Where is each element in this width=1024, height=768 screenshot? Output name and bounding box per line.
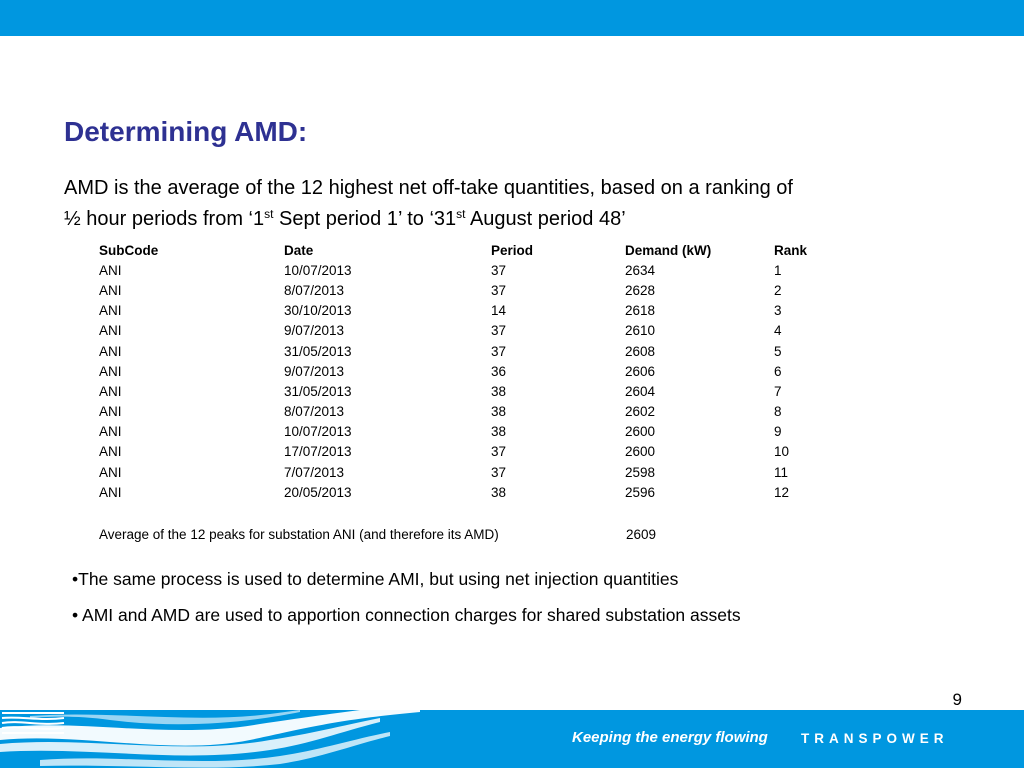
header-date: Date [284,242,314,258]
cell-period: 38 [491,404,507,420]
cell-demand: 2634 [625,262,656,278]
bullet-apportion: • AMI and AMD are used to apportion connection charges for shared substation assets [72,605,741,625]
cell-date: 31/05/2013 [284,343,352,359]
table-body [93,260,840,502]
cell-date: 8/07/2013 [284,404,345,420]
table-row [93,482,840,502]
cell-date: 31/05/2013 [284,383,352,399]
slide-title: Determining AMD: [64,116,308,147]
cell-date: 17/07/2013 [284,444,352,460]
header-period: Period [491,242,534,258]
cell-period: 14 [491,303,507,319]
intro-sup-1: st [264,207,274,221]
cell-rank: 4 [774,323,782,339]
cell-rank: 10 [774,444,790,460]
table-row [93,442,840,462]
cell-demand: 2608 [625,343,656,359]
table-row [93,422,840,442]
cell-demand: 2618 [625,303,656,319]
cell-rank: 7 [774,383,782,399]
cell-period: 38 [491,383,507,399]
cell-rank: 5 [774,343,782,359]
table-row [93,280,840,300]
cell-demand: 2606 [625,363,656,379]
cell-demand: 2596 [625,484,656,500]
cell-subcode: ANI [99,404,122,420]
bullet-ami: •The same process is used to determine AMI, but using net injection quantities [72,569,679,589]
cell-subcode: ANI [99,303,122,319]
cell-rank: 11 [774,464,789,480]
average-label: Average of the 12 peaks for substation ANI (and therefore its AMD) [99,527,499,542]
cell-date: 10/07/2013 [284,424,352,440]
table-row [93,260,840,280]
footer-tagline: Keeping the energy flowing [572,729,768,746]
header-bar [0,0,1024,36]
header-rank: Rank [774,242,808,258]
header-demand: Demand (kW) [625,242,712,258]
cell-subcode: ANI [99,444,122,460]
cell-rank: 2 [774,282,782,298]
cell-subcode: ANI [99,464,122,480]
cell-period: 37 [491,464,507,480]
demand-table [93,240,840,502]
table-row [93,361,840,381]
cell-demand: 2600 [625,444,656,460]
cell-date: 10/07/2013 [284,262,352,278]
cell-date: 8/07/2013 [284,282,345,298]
page-number: 9 [952,690,962,709]
cell-demand: 2610 [625,323,656,339]
average-value: 2609 [626,527,657,542]
cell-date: 7/07/2013 [284,464,345,480]
header-subcode: SubCode [99,242,159,258]
transpower-logo-icon [0,710,66,736]
cell-subcode: ANI [99,282,122,298]
cell-period: 37 [491,282,507,298]
cell-rank: 12 [774,484,790,500]
intro-line-1: AMD is the average of the 12 highest net off-take quantities, based on a ranking of [64,177,793,199]
cell-subcode: ANI [99,323,122,339]
brand-wordmark: TRANSPOWER [801,731,949,746]
cell-date: 30/10/2013 [284,303,352,319]
cell-subcode: ANI [99,262,122,278]
cell-period: 38 [491,424,507,440]
cell-rank: 9 [774,424,782,440]
table-row [93,381,840,401]
cell-period: 37 [491,323,507,339]
cell-period: 36 [491,363,507,379]
cell-subcode: ANI [99,383,122,399]
footer-bar [0,710,1024,768]
cell-subcode: ANI [99,363,122,379]
cell-period: 37 [491,262,507,278]
cell-demand: 2628 [625,282,656,298]
cell-period: 37 [491,343,507,359]
cell-date: 20/05/2013 [284,484,352,500]
cell-period: 37 [491,444,507,460]
cell-demand: 2602 [625,404,656,420]
intro-line-2a: ½ hour periods from ‘1 [64,208,265,230]
table-row [93,462,840,482]
intro-line-2c: August period 48’ [465,208,626,230]
cell-rank: 3 [774,303,782,319]
cell-subcode: ANI [99,484,122,500]
table-row [93,321,840,341]
cell-demand: 2604 [625,383,656,399]
cell-subcode: ANI [99,343,122,359]
cell-date: 9/07/2013 [284,323,345,339]
table-row [93,301,840,321]
cell-demand: 2600 [625,424,656,440]
table-header-row [93,240,840,260]
intro-sup-2: st [456,207,466,221]
cell-rank: 8 [774,404,782,420]
intro-line-2b: Sept period 1’ to ‘31 [273,208,457,230]
table-row [93,402,840,422]
table-row [93,341,840,361]
cell-rank: 1 [774,262,782,278]
cell-period: 38 [491,484,507,500]
cell-date: 9/07/2013 [284,363,345,379]
intro-paragraph [64,173,964,235]
cell-demand: 2598 [625,464,656,480]
cell-subcode: ANI [99,424,122,440]
cell-rank: 6 [774,363,782,379]
